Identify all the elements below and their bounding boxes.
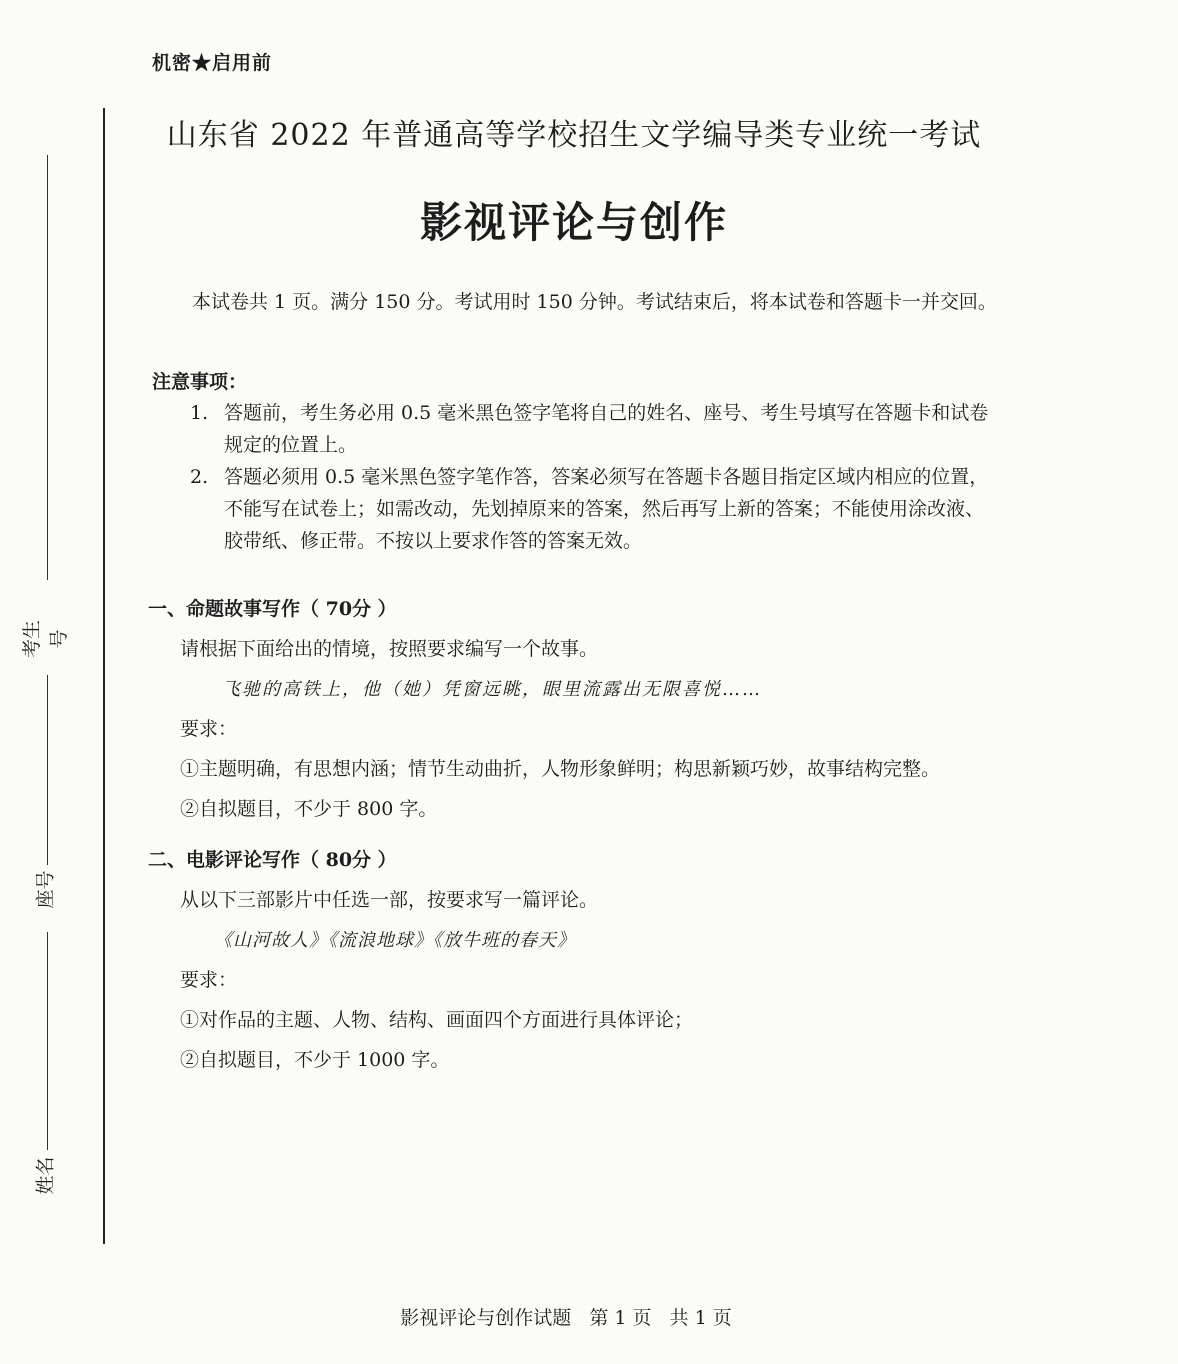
section1-scene: 飞驰的高铁上，他（她）凭窗远眺，眼里流露出无限喜悦…… bbox=[222, 679, 762, 700]
section1-prompt: 请根据下面给出的情境，按照要求编写一个故事。 bbox=[180, 638, 599, 660]
name-blank-line bbox=[47, 932, 48, 1150]
name-label: 姓名 bbox=[34, 1156, 57, 1195]
footer-total-pages: 共 1 页 bbox=[669, 1307, 732, 1329]
section2-requirement-label: 要求： bbox=[180, 969, 238, 991]
notice-text: 答题前，考生务必用 0.5 毫米黑色签字笔将自己的姓名、座号、考生号填写在答题卡和试卷规定的位置上。 bbox=[224, 402, 989, 456]
subject-title: 影视评论与创作 bbox=[419, 198, 728, 247]
notice-number: 2. bbox=[190, 466, 209, 488]
section2-requirement-1: ①对作品的主题、人物、结构、画面四个方面进行具体评论； bbox=[180, 1009, 694, 1031]
confidential-mark: 机密★启用前 bbox=[152, 52, 273, 74]
section1-heading: 一、命题故事写作（ 70分 ） bbox=[148, 598, 397, 620]
section2-film-list: 《山河故人》《流浪地球》《放牛班的春天》 bbox=[214, 930, 576, 951]
section1-requirement-label: 要求： bbox=[180, 718, 238, 740]
notice-number: 1. bbox=[190, 402, 209, 424]
section2-heading: 二、电影评论写作（ 80分 ） bbox=[148, 849, 397, 871]
section2-prompt: 从以下三部影片中任选一部，按要求写一篇评论。 bbox=[180, 889, 599, 911]
seat-no-blank-line bbox=[47, 675, 48, 865]
exam-title: 山东省 2022 年普通高等学校招生文学编导类专业统一考试 bbox=[166, 118, 982, 153]
notice-heading: 注意事项： bbox=[152, 371, 248, 393]
notice-text: 答题必须用 0.5 毫米黑色签字笔作答，答案必须写在答题卡各题目指定区域内相应的位置，不能写在试卷上；如需改动，先划掉原来的答案，然后再写上新的答案；不能使用涂改液、胶带纸、修正带。不按以上要求作答的答案无效。 bbox=[224, 466, 989, 552]
section1-requirement-2: ②自拟题目，不少于 800 字。 bbox=[180, 798, 438, 820]
section1-requirement-1: ①主题明确，有思想内涵；情节生动曲折，人物形象鲜明；构思新颖巧妙，故事结构完整。 bbox=[180, 758, 941, 780]
footer-title: 影视评论与创作试题 bbox=[400, 1307, 572, 1329]
section2-requirement-2: ②自拟题目，不少于 1000 字。 bbox=[180, 1049, 450, 1071]
notice-list bbox=[190, 397, 1000, 557]
notice-item bbox=[190, 461, 1000, 557]
page-footer bbox=[0, 1303, 1132, 1330]
intro-paragraph: 本试卷共 1 页。满分 150 分。考试用时 150 分钟。考试结束后，将本试卷和答题卡一并交回。 bbox=[192, 291, 997, 313]
footer-page-number: 第 1 页 bbox=[589, 1307, 652, 1329]
exam-no-label: 考生号 bbox=[21, 620, 70, 659]
seat-no-label: 座号 bbox=[34, 870, 57, 909]
notice-item bbox=[190, 397, 1000, 461]
binding-line bbox=[103, 108, 105, 1244]
